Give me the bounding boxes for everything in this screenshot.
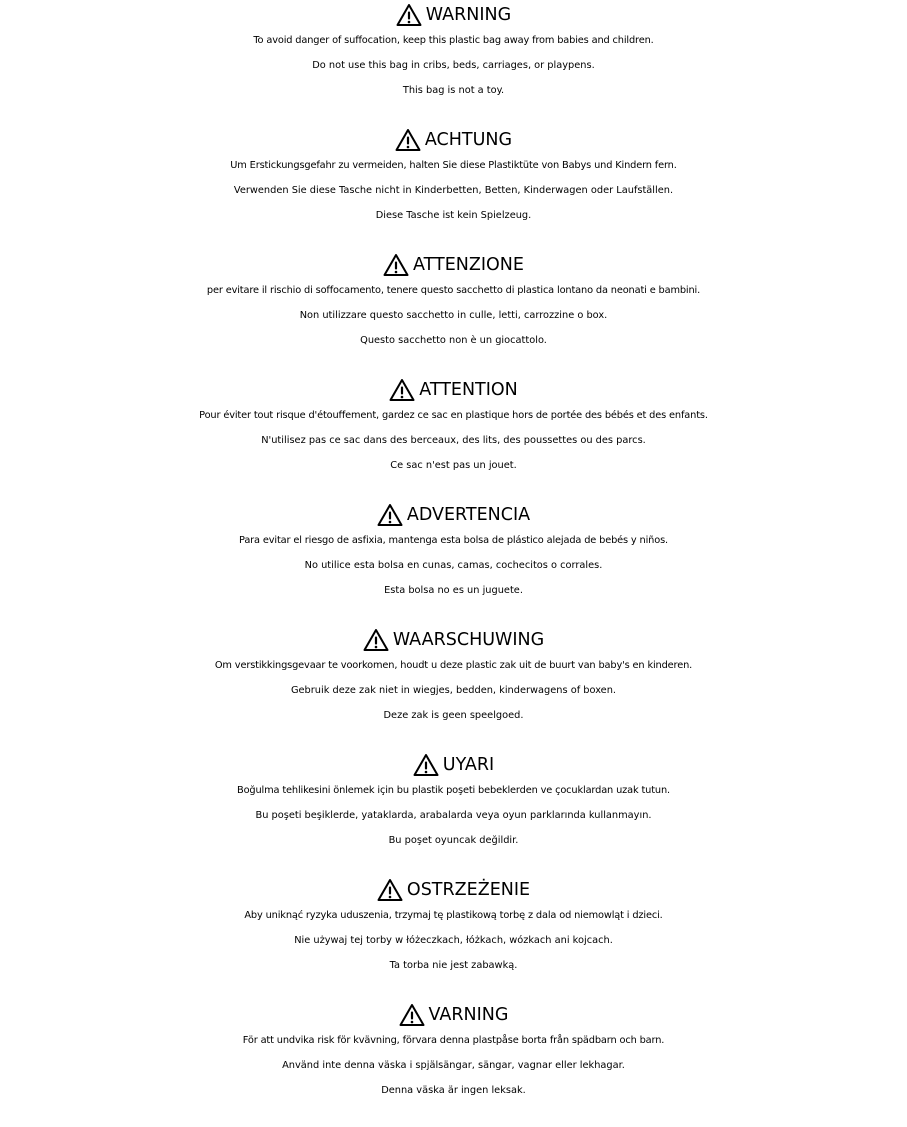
warning-text-line: För att undvika risk för kvävning, förvara denna plastpåse borta från spädbarn och barn. bbox=[242, 1035, 665, 1046]
warning-icon bbox=[395, 128, 421, 152]
warning-text-line: Boğulma tehlikesini önlemek için bu plastik poşeti bebeklerden ve çocuklardan uzak tutun. bbox=[237, 785, 670, 796]
warning-section-sv bbox=[0, 1002, 907, 1127]
warning-icon bbox=[363, 628, 389, 652]
warning-icon bbox=[377, 878, 403, 902]
section-title: VARNING bbox=[428, 1005, 509, 1025]
warning-text-line: Använd inte denna väska i spjälsängar, sängar, vagnar eller lekhagar. bbox=[282, 1060, 625, 1071]
section-title: ADVERTENCIA bbox=[406, 505, 531, 525]
warning-text-line: Ce sac n'est pas un jouet. bbox=[390, 460, 517, 471]
section-title: WARNING bbox=[425, 5, 512, 25]
warning-text-line: This bag is not a toy. bbox=[402, 85, 505, 96]
warning-text-line: Bu poşeti beşiklerde, yataklarda, arabalarda veya oyun parklarında kullanmayın. bbox=[255, 810, 652, 821]
section-heading bbox=[0, 502, 907, 528]
warning-text-line: No utilice esta bolsa en cunas, camas, cochecitos o corrales. bbox=[304, 560, 603, 571]
warning-text-line: Diese Tasche ist kein Spielzeug. bbox=[375, 210, 532, 221]
warning-icon bbox=[413, 753, 439, 777]
warning-text-line: Ta torba nie jest zabawką. bbox=[389, 960, 518, 971]
section-title: ACHTUNG bbox=[424, 130, 513, 150]
warning-section-es bbox=[0, 502, 907, 627]
warning-text-line: Para evitar el riesgo de asfixia, mantenga esta bolsa de plástico alejada de bebés y niños. bbox=[239, 535, 668, 546]
warning-text-line: Questo sacchetto non è un giocattolo. bbox=[360, 335, 547, 346]
warning-section-fr bbox=[0, 377, 907, 502]
warning-icon bbox=[389, 378, 415, 402]
section-heading bbox=[0, 1002, 907, 1028]
warning-icon bbox=[399, 1003, 425, 1027]
warning-icon bbox=[383, 253, 409, 277]
warning-text-line: Non utilizzare questo sacchetto in culle, letti, carrozzine o box. bbox=[299, 310, 608, 321]
warning-section-it bbox=[0, 252, 907, 377]
warning-text-line: Bu poşet oyuncak değildir. bbox=[388, 835, 519, 846]
warning-section-tr bbox=[0, 752, 907, 877]
section-heading bbox=[0, 252, 907, 278]
section-title: WAARSCHUWING bbox=[392, 630, 545, 650]
warning-text-line: Esta bolsa no es un juguete. bbox=[384, 585, 523, 596]
warning-section-en bbox=[0, 2, 907, 127]
warning-section-nl bbox=[0, 627, 907, 752]
section-title: ATTENTION bbox=[419, 380, 518, 400]
warning-icon bbox=[377, 503, 403, 527]
section-heading bbox=[0, 377, 907, 403]
warning-text-line: Denna väska är ingen leksak. bbox=[381, 1085, 526, 1096]
section-heading bbox=[0, 127, 907, 153]
section-heading bbox=[0, 2, 907, 28]
warning-text-line: Pour éviter tout risque d'étouffement, gardez ce sac en plastique hors de portée des bébés et des enfants. bbox=[199, 410, 708, 421]
section-heading bbox=[0, 877, 907, 903]
warning-text-line: To avoid danger of suffocation, keep this plastic bag away from babies and children. bbox=[253, 35, 654, 46]
warning-text-line: Aby uniknąć ryzyka uduszenia, trzymaj tę plastikową torbę z dala od niemowląt i dzieci. bbox=[244, 910, 663, 921]
warning-section-pl bbox=[0, 877, 907, 1002]
section-title: OSTRZEŻENIE bbox=[406, 880, 531, 900]
section-title: UYARI bbox=[442, 755, 495, 775]
warning-text-line: per evitare il rischio di soffocamento, tenere questo sacchetto di plastica lontano da neonati e bambini. bbox=[206, 285, 701, 296]
warning-text-line: Gebruik deze zak niet in wiegjes, bedden, kinderwagens of boxen. bbox=[290, 685, 617, 696]
warning-text-line: Um Erstickungsgefahr zu vermeiden, halten Sie diese Plastiktüte von Babys und Kindern fern. bbox=[230, 160, 677, 171]
warning-section-de bbox=[0, 127, 907, 252]
section-title: ATTENZIONE bbox=[413, 255, 524, 275]
warning-text-line: Deze zak is geen speelgoed. bbox=[383, 710, 524, 721]
section-heading bbox=[0, 627, 907, 653]
warning-text-line: Do not use this bag in cribs, beds, carriages, or playpens. bbox=[312, 60, 595, 71]
warning-text-line: N'utilisez pas ce sac dans des berceaux, des lits, des poussettes ou des parcs. bbox=[261, 435, 646, 446]
warning-text-line: Verwenden Sie diese Tasche nicht in Kinderbetten, Betten, Kinderwagen oder Laufställen. bbox=[233, 185, 674, 196]
warning-icon bbox=[396, 3, 422, 27]
warning-text-line: Om verstikkingsgevaar te voorkomen, houdt u deze plastic zak uit de buurt van baby's en kinderen. bbox=[214, 660, 693, 671]
section-heading bbox=[0, 752, 907, 778]
warning-document bbox=[0, 2, 907, 1127]
warning-text-line: Nie używaj tej torby w łóżeczkach, łóżkach, wózkach ani kojcach. bbox=[294, 935, 613, 946]
